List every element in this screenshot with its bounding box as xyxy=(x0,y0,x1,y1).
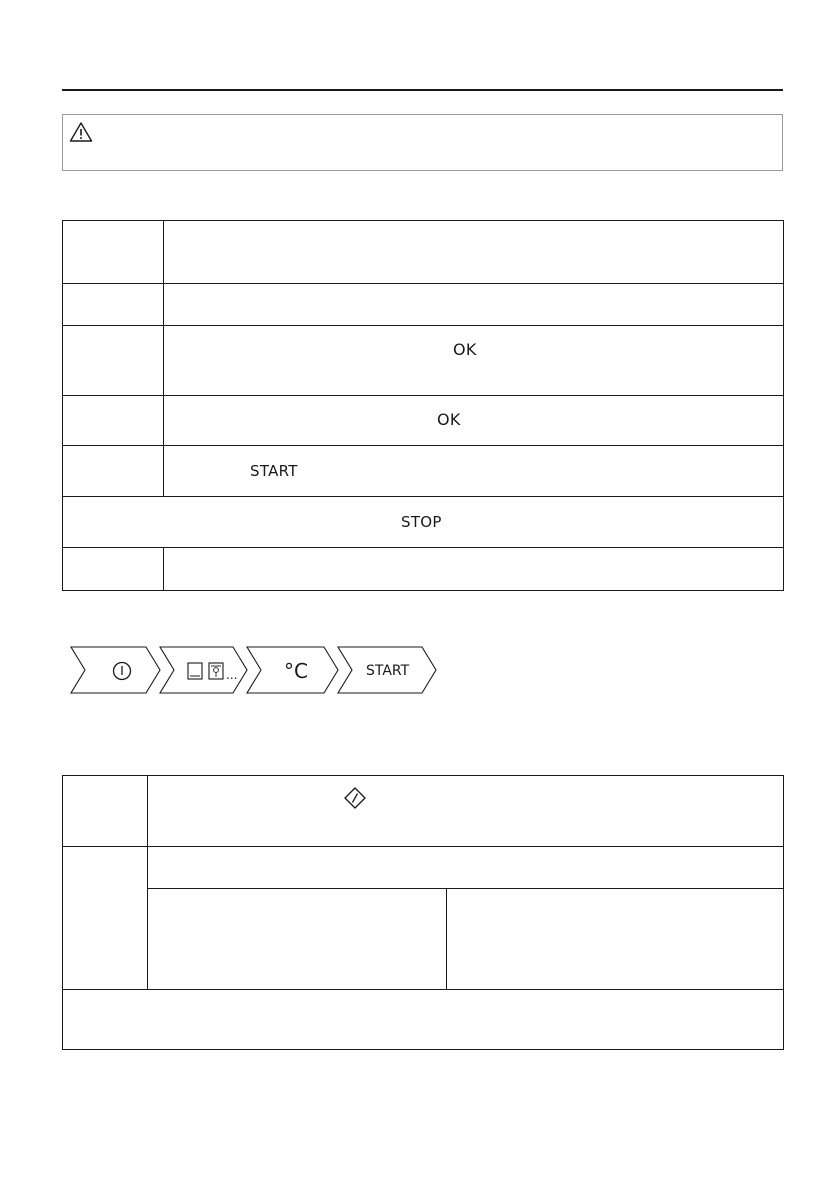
step-text-cell xyxy=(164,446,784,497)
step-number-cell xyxy=(63,284,164,326)
table-row xyxy=(63,396,784,446)
table-row xyxy=(63,446,784,497)
step-text-cell xyxy=(164,396,784,446)
table-row xyxy=(63,221,784,284)
step-text-cell xyxy=(148,776,784,847)
table-row xyxy=(63,326,784,396)
warning-icon xyxy=(69,121,93,143)
ok-key-label: OK xyxy=(453,340,477,359)
operation-flow xyxy=(70,646,442,694)
step-number-cell xyxy=(63,548,164,591)
table-row xyxy=(63,889,784,990)
step-text-cell xyxy=(148,847,784,889)
flow-step-start xyxy=(338,647,436,693)
steps-table xyxy=(62,220,784,591)
step-number-cell xyxy=(63,396,164,446)
step-number-cell xyxy=(63,221,164,284)
stop-key-label: STOP xyxy=(401,513,442,531)
start-diamond-icon xyxy=(344,787,366,809)
table-row xyxy=(63,497,784,548)
temperature-icon: °C xyxy=(284,659,308,683)
option-cell-right xyxy=(447,889,784,990)
step-number-cell xyxy=(63,446,164,497)
flow-step-temperature xyxy=(247,647,338,693)
step-number-cell xyxy=(63,847,148,990)
step-number-cell xyxy=(63,776,148,847)
more-functions-label: ... xyxy=(226,668,238,682)
note-cell xyxy=(63,990,784,1050)
second-table xyxy=(62,775,784,1050)
warning-box xyxy=(62,114,783,171)
option-cell-left xyxy=(148,889,447,990)
step-number-cell xyxy=(63,326,164,396)
step-text-cell xyxy=(164,326,784,396)
table-row xyxy=(63,847,784,889)
ok-key-label: OK xyxy=(437,410,461,429)
table-row xyxy=(63,990,784,1050)
start-key-label: START xyxy=(250,462,298,480)
flow-step-function xyxy=(160,647,247,693)
note-cell xyxy=(63,497,784,548)
step-text-cell xyxy=(164,284,784,326)
flow-step-power xyxy=(71,647,160,693)
start-label: START xyxy=(366,663,410,679)
table-row xyxy=(63,548,784,591)
step-text-cell xyxy=(164,548,784,591)
top-rule xyxy=(62,89,783,91)
step-text-cell xyxy=(164,221,784,284)
table-row xyxy=(63,284,784,326)
table-row xyxy=(63,776,784,847)
